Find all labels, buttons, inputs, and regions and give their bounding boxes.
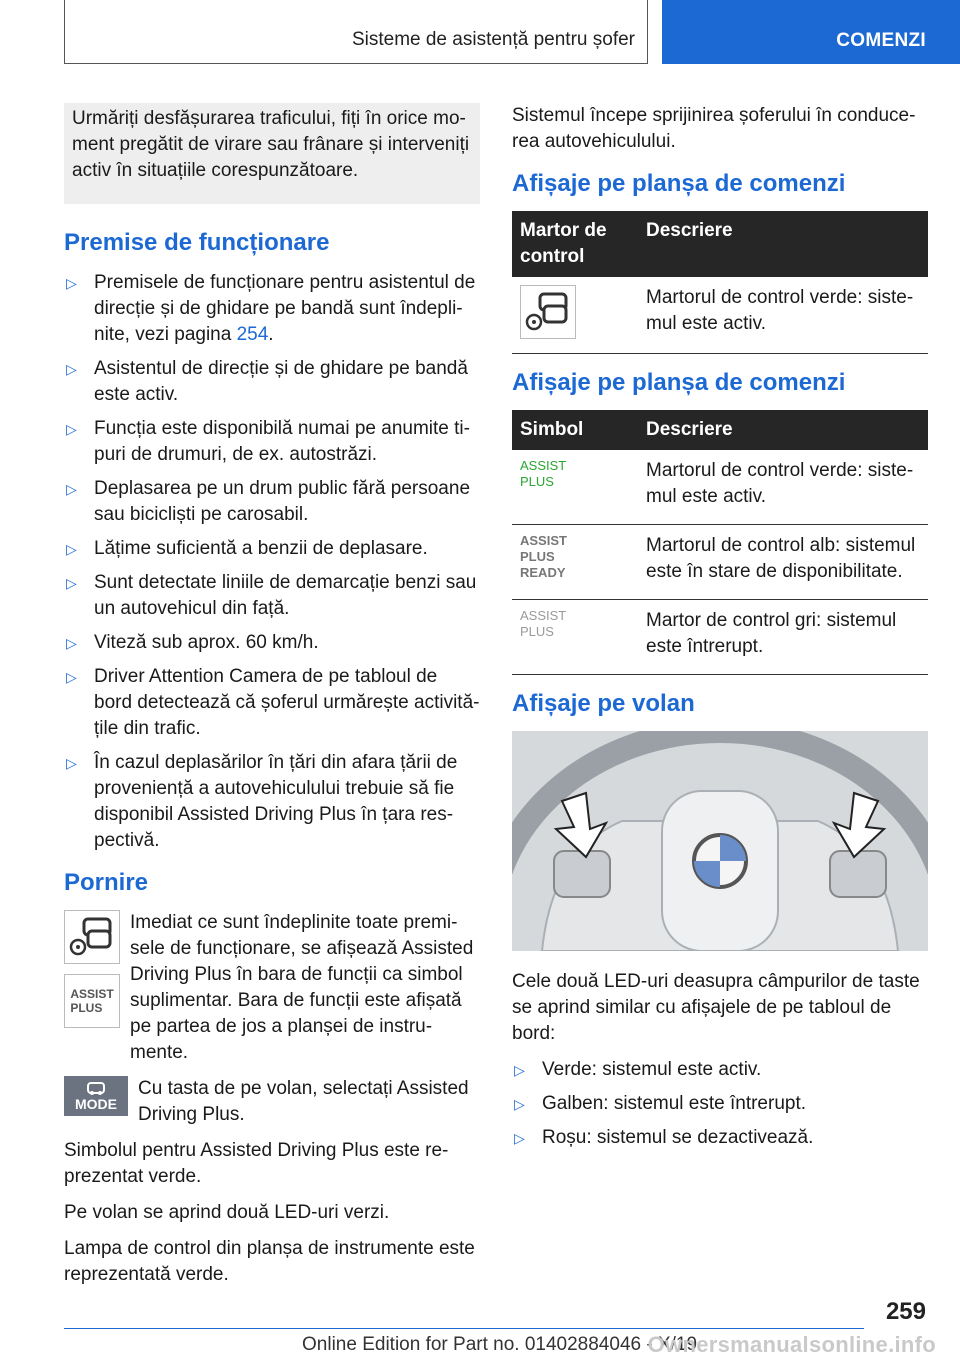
table-row [512,450,928,525]
led-list [512,1057,928,1151]
table-header: Descriere [638,211,928,277]
triangle-bullet-icon: ▷ [514,1062,525,1078]
pornire-block [64,910,480,1066]
display-heading-3: Afișaje pe volan [512,690,695,717]
paragraph: Pe volan se aprind două LED-uri verzi. [64,1202,390,1223]
table-cell: Martorul de control alb: sistemul este în stare de disponibilitate. [638,525,928,600]
table-row [512,525,928,600]
pornire-icons [64,910,120,1066]
table-header: Martor de control [512,211,638,277]
table-cell: Martor de control gri: sistemul este întrerupt. [638,600,928,675]
table-cell: Martorul de control verde: siste-mul este activ. [638,450,928,525]
list-item: ▷ Funcția este disponibilă numai pe anumite ti-puri de drumuri, de ex. autostrăzi. [66,418,470,465]
assist-plus-icon: ASSIST PLUS [64,974,120,1028]
list-item: ▷ Viteză sub aprox. 60 km/h. [64,630,480,656]
page-link[interactable]: 254 [236,324,269,345]
page-number: 259 [885,1298,926,1325]
warning-note [64,103,480,204]
wheel-text: Cele două LED-uri deasupra câmpurilor de taste se aprind similar cu afișajele de pe tabloul de bord: [512,971,920,1044]
warning-note-text: Urmăriți desfășurarea traficului, fiți în orice mo-ment pregătit de virare sau frânare și interveniți activ în situațiile corespunzătoare. [72,108,470,181]
list-item: ▷ Galben: sistemul este întrerupt. [512,1091,928,1117]
indicator-table [512,211,928,354]
assist-plus-ready-icon: ASSIST PLUS READY [520,533,567,580]
assist-plus-icon: ASSIST PLUS [520,458,567,489]
assist-plus-grey-icon: ASSIST PLUS [520,608,567,639]
pornire-text: Imediat ce sunt îndeplinite toate premi-sele de funcționare, se afișează Assisted Driving Plus în bara de funcții ca simbol suplimentar. Bara de funcții este afișată pe partea de jos a planșei de instru-mente. [130,912,474,1063]
steering-wheel-image [512,731,928,951]
table-row [512,600,928,675]
watermark-text: Ownersmanualsonline.info [647,1332,936,1357]
header-section-title: Sisteme de asistență pentru șofer [351,29,635,50]
triangle-bullet-icon: ▷ [514,1096,525,1112]
lane-assist-icon [520,285,576,339]
footer-divider [64,1328,864,1329]
list-item: ▷ Premisele de funcționare pentru asistentul de direcție și de ghidare pe bandă sunt îndepli-nite, vezi pagina 254. [66,272,476,345]
lane-assist-icon [64,910,120,964]
intro-text: Sistemul începe sprijinirea șoferului în conduce-rea autovehiculului. [512,105,916,152]
list-item: ▷ Sunt detectate liniile de demarcație benzi sau un autovehicul din față. [66,572,477,619]
triangle-bullet-icon: ▷ [66,635,77,651]
paragraph: Simbolul pentru Assisted Driving Plus este re-prezentat verde. [64,1140,449,1187]
left-column [64,103,480,1298]
display-heading-2: Afișaje pe planșa de comenzi [512,369,846,396]
mode-text: Cu tasta de pe volan, selectați Assisted Driving Plus. [138,1078,469,1125]
triangle-bullet-icon: ▷ [66,669,77,685]
triangle-bullet-icon: ▷ [66,421,77,437]
list-item: ▷ Driver Attention Camera de pe tabloul de bord detectează că șoferul urmărește activită-țile din trafic. [66,666,480,739]
triangle-bullet-icon: ▷ [66,575,77,591]
triangle-bullet-icon: ▷ [66,481,77,497]
premise-heading: Premise de funcționare [64,229,330,256]
list-item: ▷ Deplasarea pe un drum public fără persoane sau bicicliști pe carosabil. [66,478,471,525]
triangle-bullet-icon: ▷ [66,541,77,557]
list-item: ▷ Lățime suficientă a benzii de deplasare. [64,536,480,562]
list-item: ▷ Asistentul de direcție și de ghidare pe bandă este activ. [66,358,468,405]
header-chapter-label: COMENZI [836,30,926,51]
table-row [512,277,928,354]
paragraph: Lampa de control din planșa de instrumente este reprezentată verde. [64,1238,475,1285]
display-heading-1: Afișaje pe planșa de comenzi [512,170,846,197]
symbol-table [512,410,928,675]
table-header: Descriere [638,410,928,450]
footer-edition: Online Edition for Part no. 01402884046 - X/19 [302,1334,698,1355]
list-item: ▷ Verde: sistemul este activ. [512,1057,928,1083]
right-column [512,103,928,1159]
list-item: ▷ În cazul deplasărilor în țări din afara țării de proveniență a autovehiculului trebuie să fie disponibil Assisted Driving Plus în țara res-pectivă. [66,752,458,851]
triangle-bullet-icon: ▷ [66,755,77,771]
triangle-bullet-icon: ▷ [66,275,77,291]
triangle-bullet-icon: ▷ [66,361,77,377]
list-item: ▷ Roșu: sistemul se dezactivează. [512,1125,928,1151]
triangle-bullet-icon: ▷ [514,1130,525,1146]
mode-block [64,1076,480,1128]
premise-list [64,270,480,854]
table-header: Simbol [512,410,638,450]
mode-button-icon: MODE [64,1076,128,1116]
table-cell: Martorul de control verde: siste-mul este activ. [638,277,928,354]
header-chapter-tab[interactable] [662,0,960,64]
pornire-heading: Pornire [64,869,149,896]
header-section-box [64,0,648,64]
